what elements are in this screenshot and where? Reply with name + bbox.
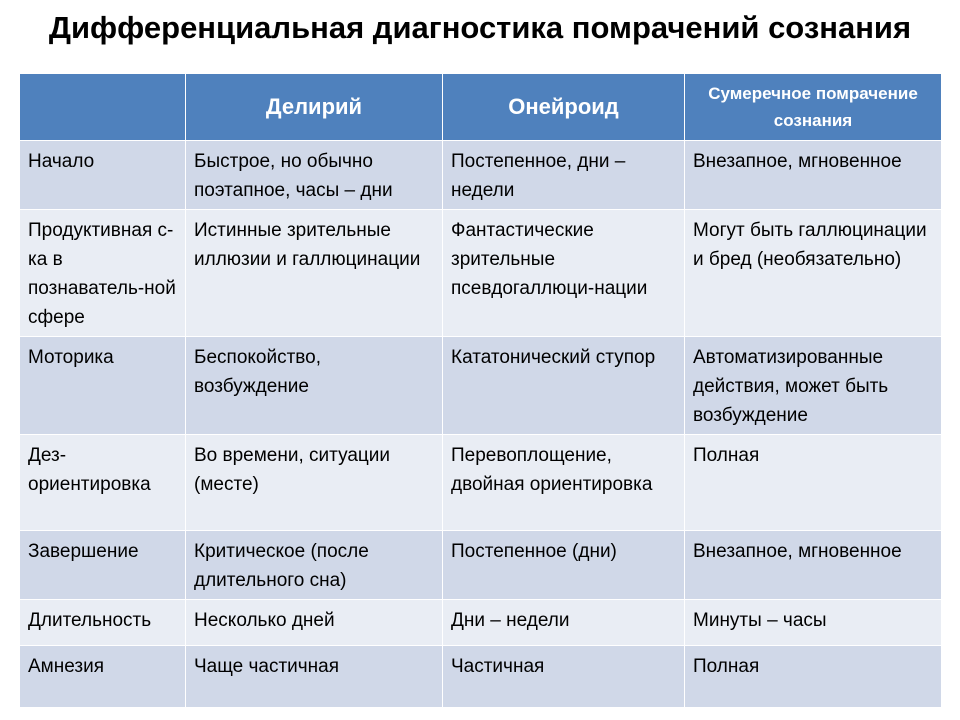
header-cell-empty [20, 74, 186, 141]
table-row [20, 646, 942, 708]
cell-twilight: Полная [685, 435, 942, 531]
diagnosis-table [19, 73, 942, 708]
cell-twilight: Минуты – часы [685, 600, 942, 646]
row-label: Длительность [20, 600, 186, 646]
cell-delirium: Во времени, ситуации (месте) [186, 435, 443, 531]
cell-oneiroid: Дни – недели [443, 600, 685, 646]
header-delirium: Делирий [186, 74, 443, 141]
table-row [20, 435, 942, 531]
cell-delirium: Несколько дней [186, 600, 443, 646]
cell-twilight: Полная [685, 646, 942, 708]
cell-delirium: Чаще частичная [186, 646, 443, 708]
row-label: Начало [20, 141, 186, 210]
cell-delirium: Беспокойство, возбуждение [186, 337, 443, 435]
table-row [20, 337, 942, 435]
cell-delirium: Быстрое, но обычно поэтапное, часы – дни [186, 141, 443, 210]
cell-oneiroid: Постепенное, дни – недели [443, 141, 685, 210]
cell-oneiroid: Фантастические зрительные псевдогаллюци-нации [443, 210, 685, 337]
row-label: Продуктивная с-ка в познаватель-ной сфере [20, 210, 186, 337]
cell-twilight: Автоматизированные действия, может быть возбуждение [685, 337, 942, 435]
cell-delirium: Истинные зрительные иллюзии и галлюцинации [186, 210, 443, 337]
cell-delirium: Критическое (после длительного сна) [186, 531, 443, 600]
table-row [20, 600, 942, 646]
header-twilight: Сумеречное помрачение сознания [685, 74, 942, 141]
row-label: Завершение [20, 531, 186, 600]
row-label: Амнезия [20, 646, 186, 708]
cell-twilight: Могут быть галлюцинации и бред (необязательно) [685, 210, 942, 337]
table-row [20, 141, 942, 210]
cell-oneiroid: Постепенное (дни) [443, 531, 685, 600]
cell-twilight: Внезапное, мгновенное [685, 531, 942, 600]
table-row [20, 210, 942, 337]
cell-oneiroid: Частичная [443, 646, 685, 708]
cell-oneiroid: Кататонический ступор [443, 337, 685, 435]
slide-title: Дифференциальная диагностика помрачений сознания [48, 10, 912, 45]
cell-oneiroid: Перевоплощение, двойная ориентировка [443, 435, 685, 531]
table-row [20, 531, 942, 600]
row-label: Моторика [20, 337, 186, 435]
header-oneiroid: Онейроид [443, 74, 685, 141]
row-label: Дез-ориентировка [20, 435, 186, 531]
cell-twilight: Внезапное, мгновенное [685, 141, 942, 210]
header-row [20, 74, 942, 141]
